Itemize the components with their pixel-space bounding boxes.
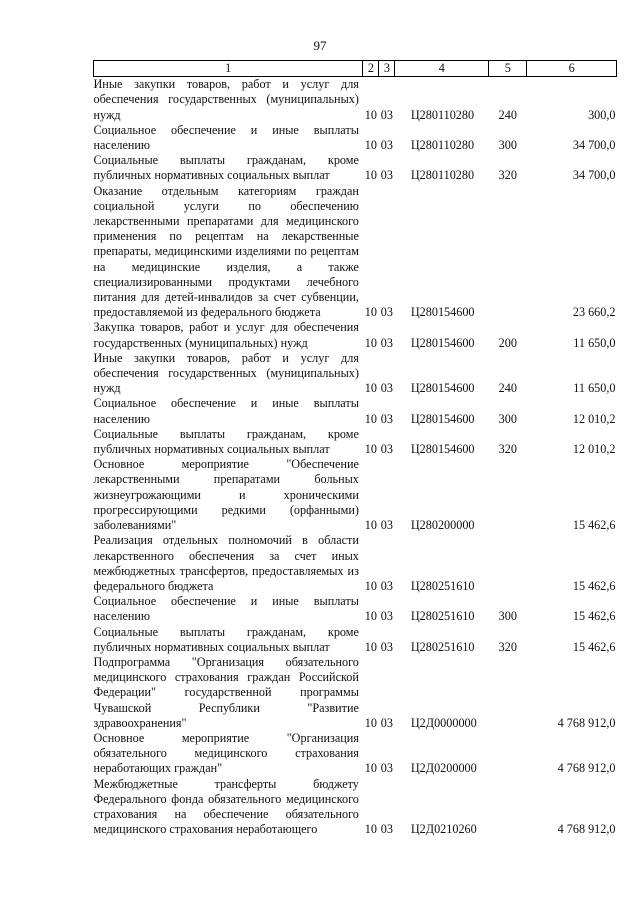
- row-subsection: 03: [380, 107, 393, 122]
- row-subsection: 03: [380, 442, 393, 457]
- row-target-article: Ц280110280: [410, 107, 475, 122]
- row-subsection: 03: [380, 168, 393, 183]
- row-name: Социальные выплаты гражданам, кроме публичных нормативных социальных выплат: [93, 426, 359, 457]
- table-header-row: [94, 61, 617, 77]
- row-section: 10: [364, 107, 377, 122]
- row-expense-type: 300: [498, 411, 517, 426]
- header-cell: 5: [489, 61, 527, 77]
- row-subsection: 03: [380, 335, 393, 350]
- row-expense-type: [489, 731, 527, 777]
- row-expense-type: 240: [498, 381, 517, 396]
- row-target-article: Ц280110280: [410, 168, 475, 183]
- row-expense-type: [489, 184, 527, 321]
- row-amount: 12 010,2: [572, 411, 616, 426]
- row-target-article: Ц2Д0200000: [410, 761, 477, 776]
- row-section: 10: [364, 639, 377, 654]
- row-amount: 4 768 912,0: [557, 761, 616, 776]
- row-target-article: Ц280251610: [410, 609, 475, 624]
- row-amount: 15 462,6: [572, 578, 616, 593]
- budget-table: [93, 60, 617, 837]
- table-row: [94, 594, 617, 624]
- row-name: Основное мероприятие "Обеспечение лекарственными препаратами больных жизнеугрожающими и хроническими прогрессирующими редкими (орфанными) заболеваниями": [93, 457, 359, 533]
- row-expense-type: 320: [498, 442, 517, 457]
- page-number: 97: [313, 38, 327, 53]
- row-expense-type: [489, 533, 527, 594]
- table-row: [94, 457, 617, 533]
- table-row: [94, 731, 617, 777]
- row-target-article: Ц280154600: [410, 411, 475, 426]
- table-row: [94, 123, 617, 153]
- table-row: [94, 184, 617, 321]
- row-amount: 15 462,6: [572, 639, 616, 654]
- row-section: 10: [364, 609, 377, 624]
- row-target-article: Ц2Д0210260: [410, 822, 477, 837]
- row-name: Основное мероприятие "Организация обязательного медицинского страхования неработающих граждан": [93, 730, 359, 776]
- row-section: 10: [364, 578, 377, 593]
- row-section: 10: [364, 381, 377, 396]
- row-section: 10: [364, 822, 377, 837]
- row-name: Иные закупки товаров, работ и услуг для обеспечения государственных (муниципальных) нужд: [93, 77, 359, 122]
- row-amount: 4 768 912,0: [557, 715, 616, 730]
- table-row: [94, 396, 617, 426]
- row-amount: 15 462,6: [572, 518, 616, 533]
- row-amount: 12 010,2: [572, 442, 616, 457]
- row-subsection: 03: [380, 715, 393, 730]
- row-subsection: 03: [380, 518, 393, 533]
- row-section: 10: [364, 335, 377, 350]
- row-expense-type: 240: [498, 107, 517, 122]
- row-target-article: Ц280154600: [410, 381, 475, 396]
- row-expense-type: 300: [498, 138, 517, 153]
- row-amount: 300,0: [588, 107, 616, 122]
- row-amount: 11 650,0: [573, 381, 616, 396]
- row-expense-type: 320: [498, 168, 517, 183]
- row-subsection: 03: [380, 639, 393, 654]
- row-section: 10: [364, 761, 377, 776]
- table-row: [94, 777, 617, 838]
- row-target-article: Ц280154600: [410, 305, 475, 320]
- row-expense-type: 300: [498, 609, 517, 624]
- row-subsection: 03: [380, 381, 393, 396]
- row-amount: 23 660,2: [572, 305, 616, 320]
- table-row: [94, 320, 617, 350]
- row-section: 10: [364, 442, 377, 457]
- row-section: 10: [364, 168, 377, 183]
- row-expense-type: 200: [498, 335, 517, 350]
- row-subsection: 03: [380, 578, 393, 593]
- header-cell: 6: [527, 61, 617, 77]
- row-expense-type: [489, 457, 527, 533]
- row-name: Реализация отдельных полномочий в области лекарственного обеспечения за счет иных межбюджетных трансфертов, предоставляемых из федерального бюджета: [93, 533, 359, 593]
- row-name: Оказание отдельным категориям граждан социальной услуги по обеспечению лекарственными препаратами для медицинского применения по рецептам на лекарственные препараты, медицинскими изделиями по рецептам на медицинские изделия, а также специализированными продуктами лечебного питания для детей-инвалидов за счет субвенции, предоставляемой из федерального бюджета: [93, 183, 359, 320]
- header-cell: 3: [379, 61, 395, 77]
- table-row: [94, 655, 617, 731]
- row-target-article: Ц280154600: [410, 335, 475, 350]
- table-row: [94, 351, 617, 397]
- row-target-article: Ц280251610: [410, 639, 475, 654]
- row-target-article: Ц2Д0000000: [410, 715, 477, 730]
- row-amount: 4 768 912,0: [557, 822, 616, 837]
- row-subsection: 03: [380, 138, 393, 153]
- row-target-article: Ц280110280: [410, 138, 475, 153]
- row-expense-type: 320: [498, 639, 517, 654]
- row-section: 10: [364, 305, 377, 320]
- row-target-article: Ц280154600: [410, 442, 475, 457]
- row-name: Закупка товаров, работ и услуг для обеспечения государственных (муниципальных) нужд: [93, 320, 359, 350]
- row-subsection: 03: [380, 761, 393, 776]
- row-subsection: 03: [380, 305, 393, 320]
- row-amount: 34 700,0: [572, 138, 616, 153]
- row-name: Иные закупки товаров, работ и услуг для обеспечения государственных (муниципальных) нужд: [93, 350, 359, 396]
- row-name: Социальное обеспечение и иные выплаты населению: [93, 396, 359, 426]
- table-row: [94, 427, 617, 457]
- row-amount: 34 700,0: [572, 168, 616, 183]
- table-row: [94, 153, 617, 183]
- header-cell: 1: [94, 61, 363, 77]
- row-target-article: Ц280200000: [410, 518, 475, 533]
- row-name: Социальные выплаты гражданам, кроме публичных нормативных социальных выплат: [93, 624, 359, 654]
- table-row: [94, 533, 617, 594]
- row-amount: 15 462,6: [572, 609, 616, 624]
- row-expense-type: [489, 777, 527, 838]
- row-subsection: 03: [380, 609, 393, 624]
- header-cell: 2: [363, 61, 379, 77]
- row-name: Подпрограмма "Организация обязательного медицинского страхования граждан Российской Федерации" государственной программы Чувашской Республики "Развитие здравоохранения": [93, 654, 359, 730]
- row-subsection: 03: [380, 411, 393, 426]
- row-section: 10: [364, 518, 377, 533]
- row-name: Социальное обеспечение и иные выплаты населению: [93, 594, 359, 624]
- header-cell: 4: [395, 61, 489, 77]
- row-name: Социальное обеспечение и иные выплаты населению: [93, 122, 359, 153]
- row-section: 10: [364, 138, 377, 153]
- row-subsection: 03: [380, 822, 393, 837]
- row-section: 10: [364, 715, 377, 730]
- table-row: [94, 625, 617, 655]
- row-name: Социальные выплаты гражданам, кроме публичных нормативных социальных выплат: [93, 153, 359, 183]
- row-section: 10: [364, 411, 377, 426]
- table-row: [94, 77, 617, 123]
- row-name: Межбюджетные трансферты бюджету Федерального фонда обязательного медицинского страхования на обеспечение обязательного медицинского страхования неработающего: [93, 776, 359, 837]
- row-expense-type: [489, 655, 527, 731]
- row-amount: 11 650,0: [573, 335, 616, 350]
- row-target-article: Ц280251610: [410, 578, 475, 593]
